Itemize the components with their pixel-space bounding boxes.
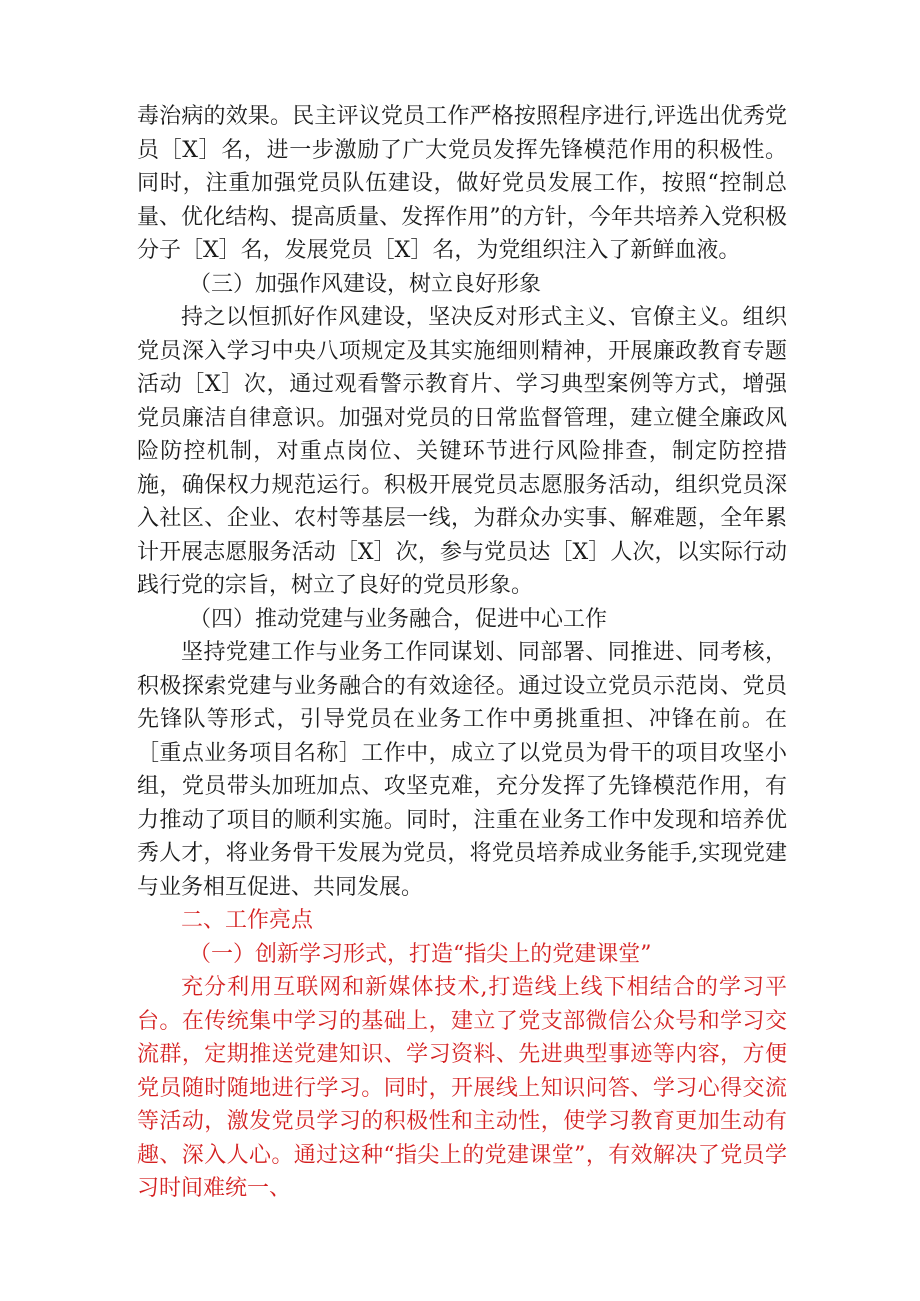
paragraph-learning-innovation: 充分利用互联网和新媒体技术,打造线上线下相结合的学习平台。在传统集中学习的基础上，建立了党支部微信公众号和学习交流群，定期推送党建知识、学习资料、先进典型事迹等内容，方便党员随时随地进行学习。同时，开展线上知识问答、学习心得交流等活动，激发党员学习的积极性和主动性，使学习教育更加生动有趣、深入人心。通过这种“指尖上的党建课堂”，有效解决了党员学习时间难统一、 xyxy=(137,975,787,1201)
document-body xyxy=(137,100,787,1206)
section-heading-4: （四）推动党建与业务融合，促进中心工作 xyxy=(189,606,608,632)
section-heading-highlight-1: （一）创新学习形式，打造“指尖上的党建课堂” xyxy=(189,941,652,967)
paragraph-party-business: 坚持党建工作与业务工作同谋划、同部署、同推进、同考核，积极探索党建与业务融合的有效途径。通过设立党员示范岗、党员先锋队等形式，引导党员在业务工作中勇挑重担、冲锋在前。在［重点业务项目名称］工作中，成立了以党员为骨干的项目攻坚小组，党员带头加班加点、攻坚克难，充分发挥了先锋模范作用，有力推动了项目的顺利实施。同时，注重在业务工作中发现和培养优秀人才，将业务骨干发展为党员，将党员培养成业务能手,实现党建与业务相互促进、共同发展。 xyxy=(137,640,787,900)
section-heading-3: （三）加强作风建设，树立良好形象 xyxy=(189,271,542,297)
paragraph-work-style: 持之以恒抓好作风建设，坚决反对形式主义、官僚主义。组织党员深入学习中央八项规定及其实施细则精神，开展廉政教育专题活动［X］次，通过观看警示教育片、学习典型案例等方式，增强党员廉洁自律意识。加强对党员的日常监督管理，建立健全廉政风险防控机制，对重点岗位、关键环节进行风险排查，制定防控措施，确保权力规范运行。积极开展党员志愿服务活动，组织党员深入社区、企业、农村等基层一线，为群众办实事、解难题，全年累计开展志愿服务活动［X］次，参与党员达［X］人次，以实际行动践行党的宗旨，树立了良好的党员形象。 xyxy=(137,305,787,598)
paragraph-continued: 毒治病的效果。民主评议党员工作严格按照程序进行,评选出优秀党员［X］名，进一步激励了广大党员发挥先锋模范作用的积极性。同时，注重加强党员队伍建设，做好党员发展工作，按照“控制总量、优化结构、提高质量、发挥作用”的方针，今年共培养入党积极分子［X］名，发展党员［X］名，为党组织注入了新鲜血液。 xyxy=(137,104,787,263)
major-heading-highlights: 二、工作亮点 xyxy=(181,908,314,933)
